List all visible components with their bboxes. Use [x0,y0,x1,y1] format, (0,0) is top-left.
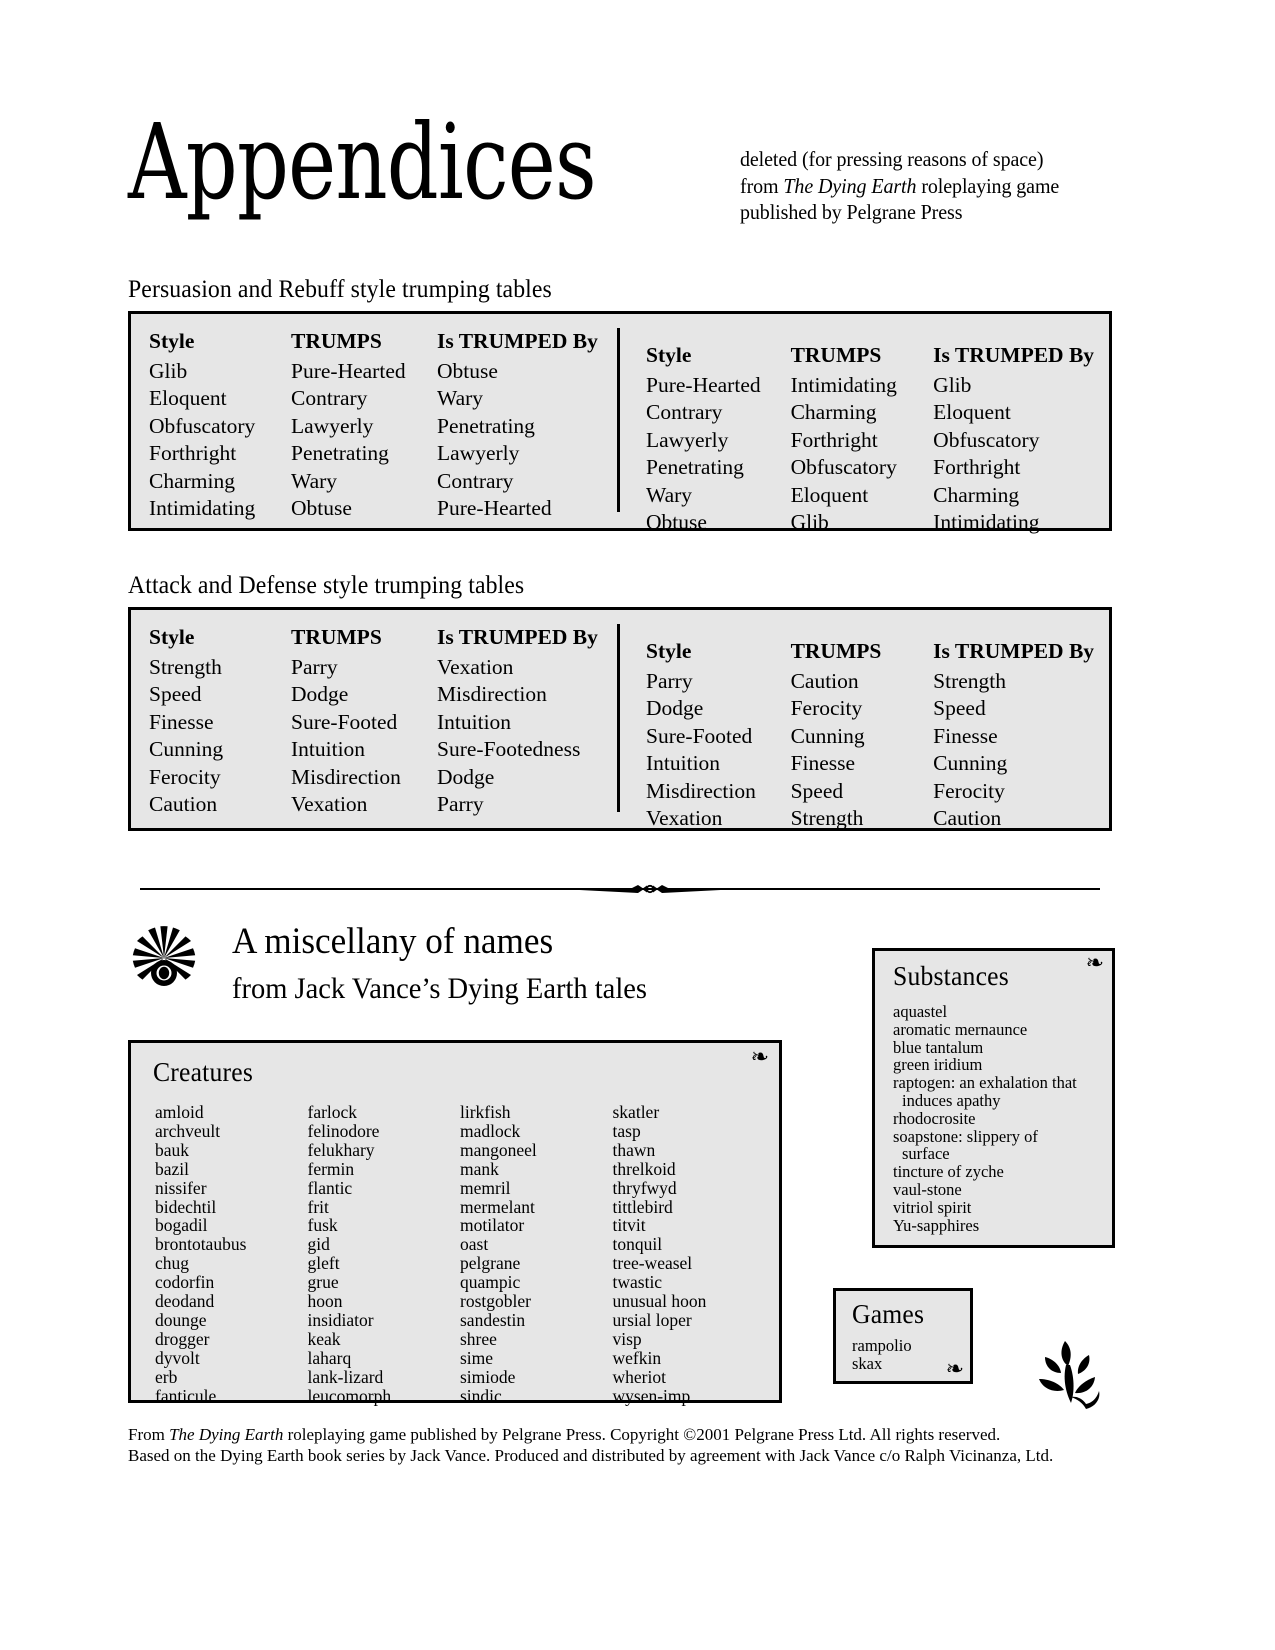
list-item: leucomorph [307,1385,392,1406]
list-item: sime [460,1347,494,1368]
table-cell: Vexation [291,792,368,816]
persuasion-table-right-half [617,328,1109,534]
attack-table-left-half [131,610,617,828]
list-item: dounge [155,1309,207,1330]
table-cell: Intimidating [149,496,256,520]
list-item: tittlebird [612,1196,673,1217]
list-item: tree-weasel [612,1253,693,1274]
list-item: drogger [155,1328,210,1349]
table-cell: Dodge [646,696,704,720]
table-cell: Obtuse [646,510,707,534]
list-item: nissifer [155,1177,207,1198]
substances-panel [872,948,1115,1248]
column-header-trumps: TRUMPS [291,329,382,353]
table-row [149,358,617,386]
table-cell: Eloquent [149,386,227,410]
list-item: grue [307,1272,339,1293]
table-row [149,468,617,496]
list-item: Yu-sapphires [893,1215,980,1235]
creatures-column [155,1103,308,1406]
table-cell: Eloquent [933,400,1011,424]
corner-flourish-icon: ❧ [945,1357,964,1382]
corner-flourish-icon: ❧ [750,1045,769,1070]
table-cell: Ferocity [149,764,221,789]
table-cell: Intimidating [790,372,897,397]
column-header-style: Style [646,343,692,367]
list-item: fermin [307,1158,355,1179]
list-item: oast [460,1234,489,1255]
list-item: hoon [307,1291,343,1312]
substances-list [893,1003,1108,1234]
creatures-column [613,1103,766,1406]
list-item: shree [460,1328,497,1349]
list-item: lirkfish [460,1102,511,1122]
column-header-trumps: TRUMPS [790,639,882,663]
persuasion-trumping-table [128,311,1112,534]
table-row [646,778,1109,806]
table-row [149,654,617,682]
attack-section-heading: Attack and Defense style trumping tables [128,572,525,599]
attack-left-rows [149,654,617,819]
list-item: aquastel [893,1002,948,1021]
list-item: unusual hoon [612,1291,707,1312]
footer-line-1 [128,1424,1128,1445]
footer-line-1-post: roleplaying game published by Pelgrane Press. Copyright ©2001 Pelgrane Press Ltd. All rights reserved. [283,1425,1001,1444]
miscellany-subtitle: from Jack Vance’s Dying Earth tales [232,972,647,1005]
sunburst-rosette-icon [131,925,197,991]
list-item: aromatic mernaunce [893,1019,1028,1039]
table-row [646,723,1109,751]
creatures-panel-title: Creatures [153,1057,254,1087]
list-item: ursial loper [612,1309,692,1330]
list-item: surface [902,1144,950,1164]
list-item: induces apathy [902,1090,1001,1110]
list-item: rostgobler [460,1291,531,1312]
table-cell: Obtuse [437,358,498,383]
table-cell: Dodge [291,682,349,706]
table-cell: Lawyerly [437,441,520,465]
table-cell: Obfuscatory [933,427,1040,452]
corner-flourish-icon: ❧ [1085,951,1104,976]
table-cell: Glib [149,358,188,383]
list-item: mermelant [460,1196,535,1217]
header-note-line-3: published by Pelgrane Press [740,200,963,224]
table-cell: Intimidating [933,510,1040,534]
table-cell: Penetrating [291,441,389,465]
list-item: insidiator [307,1309,374,1330]
header-note-pre: from [740,173,784,198]
table-cell: Charming [790,400,877,424]
table-cell: Charming [149,468,235,493]
table-cell: Ferocity [790,696,863,720]
list-item: vitriol spirit [893,1197,972,1217]
list-item: skax [852,1353,883,1373]
table-cell: Wary [646,482,693,507]
list-item: frit [307,1196,329,1217]
table-row [646,454,1109,482]
table-cell: Pure-Hearted [646,372,761,397]
list-item: vaul-stone [893,1179,962,1199]
table-row [149,413,617,441]
creatures-column [460,1103,613,1406]
table-cell: Lawyerly [291,413,374,438]
table-row [149,385,617,413]
table-cell: Speed [149,682,202,706]
attack-trumping-table [128,607,1112,831]
list-item: mangoneel [460,1139,537,1160]
list-item: wysen-imp [612,1385,691,1406]
list-item: tonquil [612,1234,663,1255]
table-row [646,750,1109,778]
table-cell: Caution [790,668,859,693]
table-cell: Ferocity [933,778,1005,803]
column-header-trumped-by: Is TRUMPED By [933,639,1095,663]
list-item: threlkoid [612,1158,676,1179]
list-item: bidechtil [155,1196,217,1217]
list-item: twastic [612,1272,663,1293]
table-cell: Parry [291,654,338,679]
header-note-line-2 [740,173,1112,200]
header-note [740,146,1112,226]
list-item: rhodocrosite [893,1108,976,1128]
page-title: Appendices [128,101,596,223]
table-row [646,399,1109,427]
list-item: bogadil [155,1215,208,1236]
list-item: motilator [460,1215,525,1236]
table-row [646,482,1109,510]
column-header-style: Style [149,625,195,649]
table-cell: Strength [933,668,1007,693]
column-header-style: Style [149,329,195,353]
column-header-style: Style [646,639,692,663]
games-panel-title: Games [852,1299,925,1329]
list-item: wefkin [612,1347,662,1368]
table-cell: Parry [437,792,484,816]
divider-ornament-icon [560,880,740,898]
table-cell: Misdirection [646,778,756,803]
list-item: erb [155,1366,178,1387]
header-note-game-title: The Dying Earth [783,173,917,198]
persuasion-section-heading: Persuasion and Rebuff style trumping tables [128,276,552,303]
list-item: felinodore [307,1120,380,1141]
masthead [128,101,1138,248]
table-cell: Intuition [646,751,721,775]
table-cell: Dodge [437,764,495,789]
table-cell: Finesse [790,751,856,775]
list-item: skatler [612,1102,660,1122]
list-item: flantic [307,1177,353,1198]
table-cell: Charming [933,482,1020,507]
creatures-panel [128,1040,782,1406]
persuasion-right-rows [646,372,1109,537]
list-item: tasp [612,1120,641,1141]
table-row [646,372,1109,400]
list-item: brontotaubus [155,1234,247,1255]
table-cell: Strength [149,654,222,679]
list-item: thawn [612,1139,656,1160]
table-cell: Glib [790,510,829,534]
list-item: dyvolt [155,1347,200,1368]
list-item: fusk [307,1215,338,1236]
list-item: keak [307,1328,341,1349]
table-cell: Forthright [933,455,1021,479]
table-cell: Sure-Footed [291,709,398,734]
table-cell: Contrary [437,468,514,493]
table-row [646,509,1109,537]
list-item: felukhary [307,1139,375,1160]
list-item: raptogen: an exhalation that [893,1073,1077,1093]
attack-right-rows [646,668,1109,833]
list-item: quampic [460,1272,521,1293]
table-row [149,791,617,819]
column-header-trumped-by: Is TRUMPED By [437,329,598,353]
header-note-line-1: deleted (for pressing reasons of space) [740,147,1044,171]
table-cell: Contrary [291,386,368,410]
footer-line-2: Based on the Dying Earth book series by Jack Vance. Produced and distributed by agreement with Jack Vance c/o Ralph Vicinanza, Ltd. [128,1446,1054,1465]
list-item: wheriot [612,1366,666,1387]
table-cell: Cunning [790,723,865,748]
list-item: rampolio [852,1336,912,1355]
list-item: laharq [307,1347,352,1368]
games-list [852,1337,912,1373]
table-cell: Vexation [437,654,514,679]
column-header-trumped-by: Is TRUMPED By [933,343,1095,367]
attack-table-right-half [617,624,1109,830]
table-header-row [149,624,617,652]
table-row [149,709,617,737]
list-item: farlock [307,1102,358,1122]
list-item: titvit [612,1215,646,1236]
table-cell: Finesse [933,723,998,748]
table-cell: Forthright [790,427,878,452]
table-cell: Cunning [149,737,224,761]
section-divider [140,880,1100,898]
list-item: simiode [460,1366,516,1387]
footer-credits [128,1424,1128,1466]
table-cell: Speed [933,696,986,720]
table-cell: Cunning [933,751,1008,775]
list-item: sindic [460,1385,502,1406]
table-cell: Penetrating [437,413,535,438]
footer-game-title: The Dying Earth [169,1425,284,1444]
list-item: blue tantalum [893,1037,984,1057]
table-header-row [646,638,1109,666]
list-item: gleft [307,1253,340,1274]
table-cell: Wary [437,386,484,410]
substances-panel-title: Substances [893,961,1009,991]
list-item: bazil [155,1158,190,1179]
table-cell: Obtuse [291,496,352,520]
list-item: thryfwyd [612,1177,677,1198]
list-item: gid [307,1234,330,1255]
table-cell: Obfuscatory [149,413,256,438]
list-item: archveult [155,1120,221,1141]
table-cell: Misdirection [291,764,401,789]
persuasion-table-left-half [131,314,617,528]
table-cell: Glib [933,372,972,397]
header-note-post: roleplaying game [916,173,1060,198]
table-cell: Obfuscatory [790,455,897,479]
leaf-flourish-icon [1025,1335,1115,1415]
table-cell: Misdirection [437,682,547,706]
table-cell: Penetrating [646,455,744,479]
table-cell: Contrary [646,400,723,424]
table-row [646,427,1109,455]
table-cell: Strength [790,806,864,830]
creatures-column [308,1103,461,1406]
list-item: pelgrane [460,1253,521,1274]
miscellany-title: A miscellany of names [232,921,554,962]
list-item: mank [460,1158,499,1179]
list-item: chug [155,1253,190,1274]
games-panel [833,1288,973,1384]
table-row [646,805,1109,833]
table-cell: Forthright [149,441,237,465]
creatures-columns [155,1103,765,1406]
table-cell: Intuition [437,709,512,734]
list-item: deodand [155,1291,215,1312]
table-cell: Intuition [291,737,366,761]
list-item: amloid [155,1102,204,1122]
table-cell: Finesse [149,709,214,734]
table-cell: Sure-Footed [646,723,753,748]
table-cell: Sure-Footedness [437,737,581,761]
table-cell: Speed [790,778,844,803]
table-cell: Parry [646,668,693,693]
table-row [149,736,617,764]
footer-line-1-pre: From [128,1425,170,1444]
table-cell: Pure-Hearted [291,358,406,383]
table-header-row [149,328,617,356]
column-header-trumped-by: Is TRUMPED By [437,625,598,649]
column-header-trumps: TRUMPS [790,343,882,367]
list-item: sandestin [460,1309,526,1330]
table-row [149,440,617,468]
table-header-row [646,342,1109,370]
table-cell: Eloquent [790,482,869,507]
list-item: green iridium [893,1055,983,1075]
table-cell: Pure-Hearted [437,496,552,520]
table-row [149,681,617,709]
table-cell: Caution [149,792,218,816]
table-row [646,695,1109,723]
list-item: bauk [155,1139,190,1160]
list-item: madlock [460,1120,521,1141]
table-row [149,495,617,523]
table-row [149,764,617,792]
table-cell: Lawyerly [646,427,729,452]
list-item: codorfin [155,1272,215,1293]
list-item: soapstone: slippery of [893,1126,1038,1146]
table-cell: Wary [291,468,338,493]
list-item: memril [460,1177,511,1198]
table-cell: Caution [933,806,1002,830]
list-item: tincture of zyche [893,1162,1004,1182]
persuasion-left-rows [149,358,617,523]
column-header-trumps: TRUMPS [291,625,382,649]
list-item: lank-lizard [307,1366,384,1387]
list-item: fanticule [155,1385,217,1406]
table-row [646,668,1109,696]
list-item: visp [612,1328,642,1349]
table-cell: Vexation [646,806,723,830]
